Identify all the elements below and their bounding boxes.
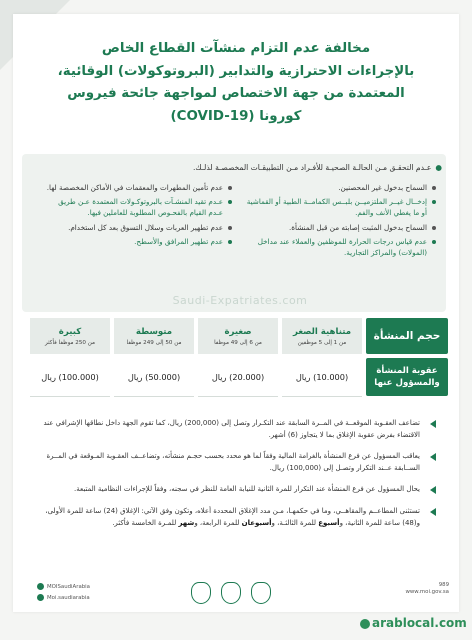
fine-cell [30,358,110,397]
fine-amount: (20.000) ريال [211,372,265,382]
triangle-bullet-icon [430,486,436,494]
size-category: متناهية الصغر [292,326,352,337]
criteria-item: السماح بدخول المثبت إصابته من قبل المنشأة. [244,222,436,233]
page-title [28,38,444,128]
note-item: تضاعف العقـوبة الموقعــة في المــرة السابقة عند التكـرار وتصل إلى (200,000) ريال، كما تقوم الجهة داخل نطاقها الإشرافي عند الاقتضاء بفرض عقوبة الإغلاق بما لا يتجاوز (6) أشهر. [36,418,436,441]
penalty-row [30,358,448,396]
ministry-logos [191,582,271,604]
size-cell [114,318,194,354]
note-item: يعاقب المسؤول عن فرع المنشأة بالغرامة المالية وفقاً لما هو محدد بحسب حجـم منشأته، وتضاعــف العقـوبة المـوقعة في المــرة الســابقة عــند التكرار وتصـل إلى (100,000) ريال. [36,451,436,474]
title-line: مخالفة عدم التزام منشآت القطاع الخاص [101,41,371,56]
social-link[interactable]: Moi.saudiarabia [37,593,90,604]
triangle-bullet-icon [430,420,436,428]
fine-cell [198,358,278,397]
size-cell [198,318,278,354]
size-range: من 50 إلى 249 موظفا [126,339,182,346]
bullet-icon: ● [435,163,442,172]
size-range: من 6 إلى 49 موظفا [214,339,262,346]
website-link[interactable]: www.moi.gov.sa [405,589,449,595]
title-line: كورونا (COVID-19) [170,108,302,124]
fine-cell [114,358,194,397]
triangle-bullet-icon [430,453,436,461]
criteria-item: إدخــال غيــر الملتزميــن بلبــس الكمامــة الطبية أو القماشية أو ما يغطي الأنف والفم. [244,196,436,218]
fine-cell [282,358,362,397]
title-line: المعتمدة من جهة الاختصاص لمواجهة جائحة فيروس [67,86,405,101]
triangle-bullet-icon [430,508,436,516]
title-line: بالإجراءات الاحترازية والتدابير (البروتوكولات) الوقائية، [57,63,415,79]
emblem-icon [251,582,271,604]
size-range: من 250 موظفا فأكثر [45,339,95,346]
fine-amount: (50.000) ريال [127,372,181,382]
fine-amount: (100.000) ريال [41,372,99,382]
criteria-right-column [244,182,436,261]
contact-info [405,582,449,596]
penalty-header: عقوبة المنشأة والمسؤول عنها [366,358,448,396]
size-row [30,318,448,354]
globe-icon [360,619,370,629]
criteria-item: عـدم تقيد المنشـآت بالبروتوكـولات المعتمدة عـن طريق عـدم القيام بالفحـوص المطلوبة للعاملين فيها. [42,196,232,218]
size-range: من 1 إلى 5 موظفين [297,339,347,346]
phone-number: 989 [438,582,449,588]
size-category: كبيرة [58,326,82,337]
criteria-item: السماح بدخول غير المحصنين. [244,182,436,193]
size-category: متوسطة [135,326,173,337]
emblem-icon [191,582,211,604]
criteria-item: عدم تطهير المرافق والأسطح. [42,236,232,247]
criteria-item: عدم تطهير العربات وسلال التسوق بعد كل استخدام. [42,222,232,233]
footer [13,582,459,612]
criteria-item: عدم قياس درجات الحرارة للموظفين والعملاء عند مداخل (المولات) والمراكز التجارية. [244,236,436,258]
emblem-icon [221,582,241,604]
twitter-icon [37,583,44,590]
social-links [37,582,90,604]
criteria-left-column [42,182,232,250]
size-cell [30,318,110,354]
site-watermark: arablocal.com [360,616,467,630]
criteria-item: عدم تأمين المطهرات والمعقمات في الأماكن المخصصة لها. [42,182,232,193]
notes-list [36,418,436,539]
note-item: يحال المسؤول عن فرع المنشأة عند التكرار للمرة الثانية للنيابة العامة للنظر في سجنه، وفقاً للإجراءات النظامية المتبعة. [36,484,436,496]
size-category: صغيرة [224,326,252,337]
size-header: حجم المنشأة [366,318,448,354]
note-item: تستثنى المطاعــم والمقاهــي، وما في حكمهـا، مـن مدد الإغلاق المحددة أعلاه، وتكون وفق الآتي: الإغلاق (24) ساعة للمرة الأولى، و(48) ساعة للمرة الثانية، وأسبوع للمرة الثالثـة، وأسبوعان للمرة الرابعة، وشهر للمـرة الخامسة فأكثر. [36,506,436,529]
social-link[interactable]: MOISaudiArabia [37,582,90,593]
criteria-heading: ●عـدم التحقـق مـن الحالـة الصحيـة للأفـراد مـن التطبيقـات المخصصـة لذلـك. [193,163,442,172]
size-cell [282,318,362,354]
instagram-icon [37,594,44,601]
fine-amount: (10.000) ريال [295,372,349,382]
watermark: Saudi-Expatriates.com [172,294,308,307]
